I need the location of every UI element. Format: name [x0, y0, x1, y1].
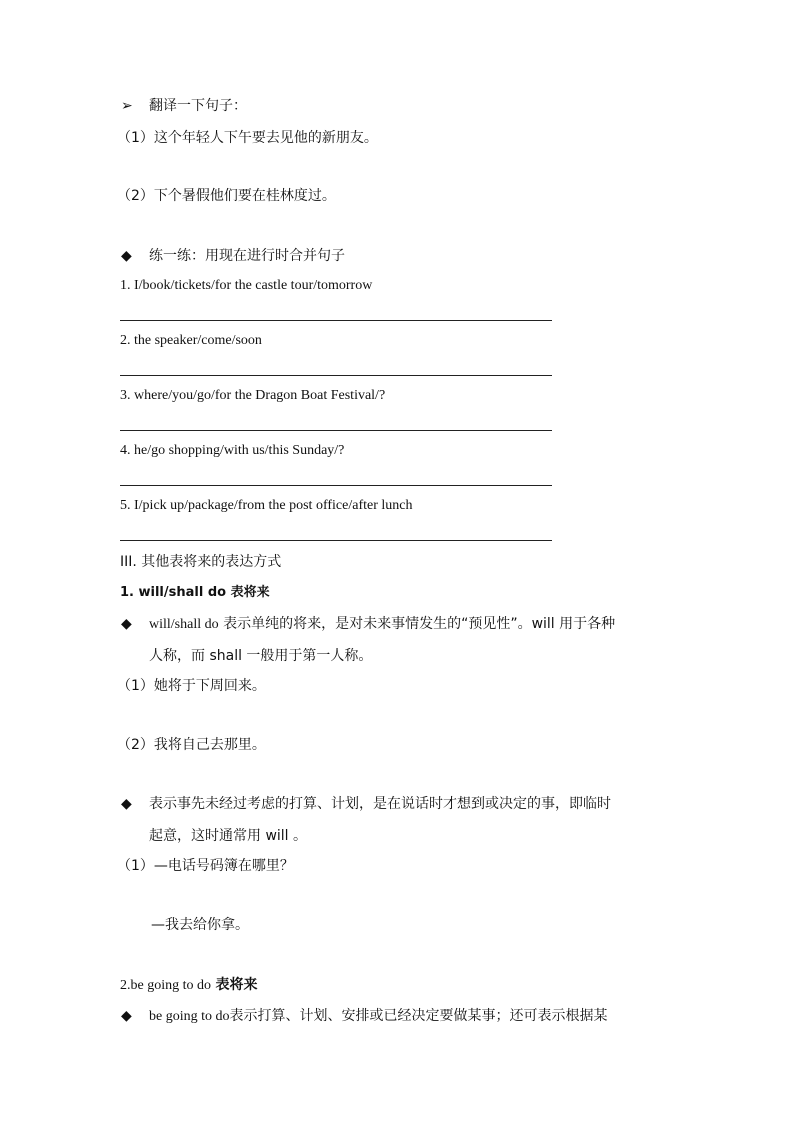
will-desc-line2: 人称，而 shall 一般用于第一人称。 — [149, 648, 373, 664]
translate-item-1: （1）这个年轻人下午要去见他的新朋友。 — [117, 130, 378, 146]
practice-heading — [121, 246, 345, 266]
answer-line-3[interactable] — [120, 430, 552, 431]
will-desc-text1: 表示单纯的将来，是对未来事情发生的“预见性”。will 用于各种 — [223, 616, 616, 632]
dialog-question: （1）—电话号码簿在哪里？ — [117, 858, 294, 874]
will-item-2: （2）我将自己去那里。 — [117, 737, 266, 753]
going-desc-zh: 表示打算、计划、安排或已经决定要做某事；还可表示根据某 — [229, 1008, 608, 1024]
practice-item-3: 3. where/you/go/for the Dragon Boat Festival/? — [120, 388, 386, 403]
going-title-zh: 表将来 — [215, 977, 258, 993]
translate-heading-text: 翻译一下句子： — [149, 98, 247, 114]
diamond-bullet-icon: ◆ — [121, 796, 132, 812]
will-desc2-line1 — [121, 794, 611, 814]
diamond-bullet-icon: ◆ — [121, 616, 132, 632]
going-title-en: 2.be going to do — [120, 978, 211, 993]
going-title — [120, 975, 257, 996]
translate-heading — [121, 96, 247, 116]
practice-item-1: 1. I/book/tickets/for the castle tour/tomorrow — [120, 278, 373, 293]
will-desc2-text1: 表示事先未经过考虑的打算、计划，是在说话时才想到或决定的事，即临时 — [149, 796, 611, 812]
practice-item-2: 2. the speaker/come/soon — [120, 333, 262, 348]
will-title: 1. will/shall do 表将来 — [120, 585, 270, 600]
will-item-1: （1）她将于下周回来。 — [117, 678, 266, 694]
dialog-answer: —我去给你拿。 — [151, 917, 249, 933]
translate-item-2: （2）下个暑假他们要在桂林度过。 — [117, 188, 336, 204]
other-heading: III. 其他表将来的表达方式 — [120, 554, 282, 570]
arrow-bullet-icon: ➢ — [121, 98, 133, 114]
will-desc-line1 — [121, 614, 615, 635]
going-desc — [121, 1006, 608, 1027]
diamond-bullet-icon: ◆ — [121, 248, 132, 264]
answer-line-5[interactable] — [120, 540, 552, 541]
will-desc-en: will/shall do — [149, 617, 219, 632]
diamond-bullet-icon: ◆ — [121, 1008, 132, 1024]
answer-line-2[interactable] — [120, 375, 552, 376]
practice-item-5: 5. I/pick up/package/from the post office/after lunch — [120, 498, 413, 513]
practice-item-4: 4. he/go shopping/with us/this Sunday/? — [120, 443, 345, 458]
answer-line-1[interactable] — [120, 320, 552, 321]
will-desc2-line2: 起意，这时通常用 will 。 — [149, 828, 308, 844]
going-desc-en: be going to do — [149, 1009, 230, 1024]
practice-heading-text: 练一练：用现在进行时合并句子 — [149, 248, 345, 264]
answer-line-4[interactable] — [120, 485, 552, 486]
